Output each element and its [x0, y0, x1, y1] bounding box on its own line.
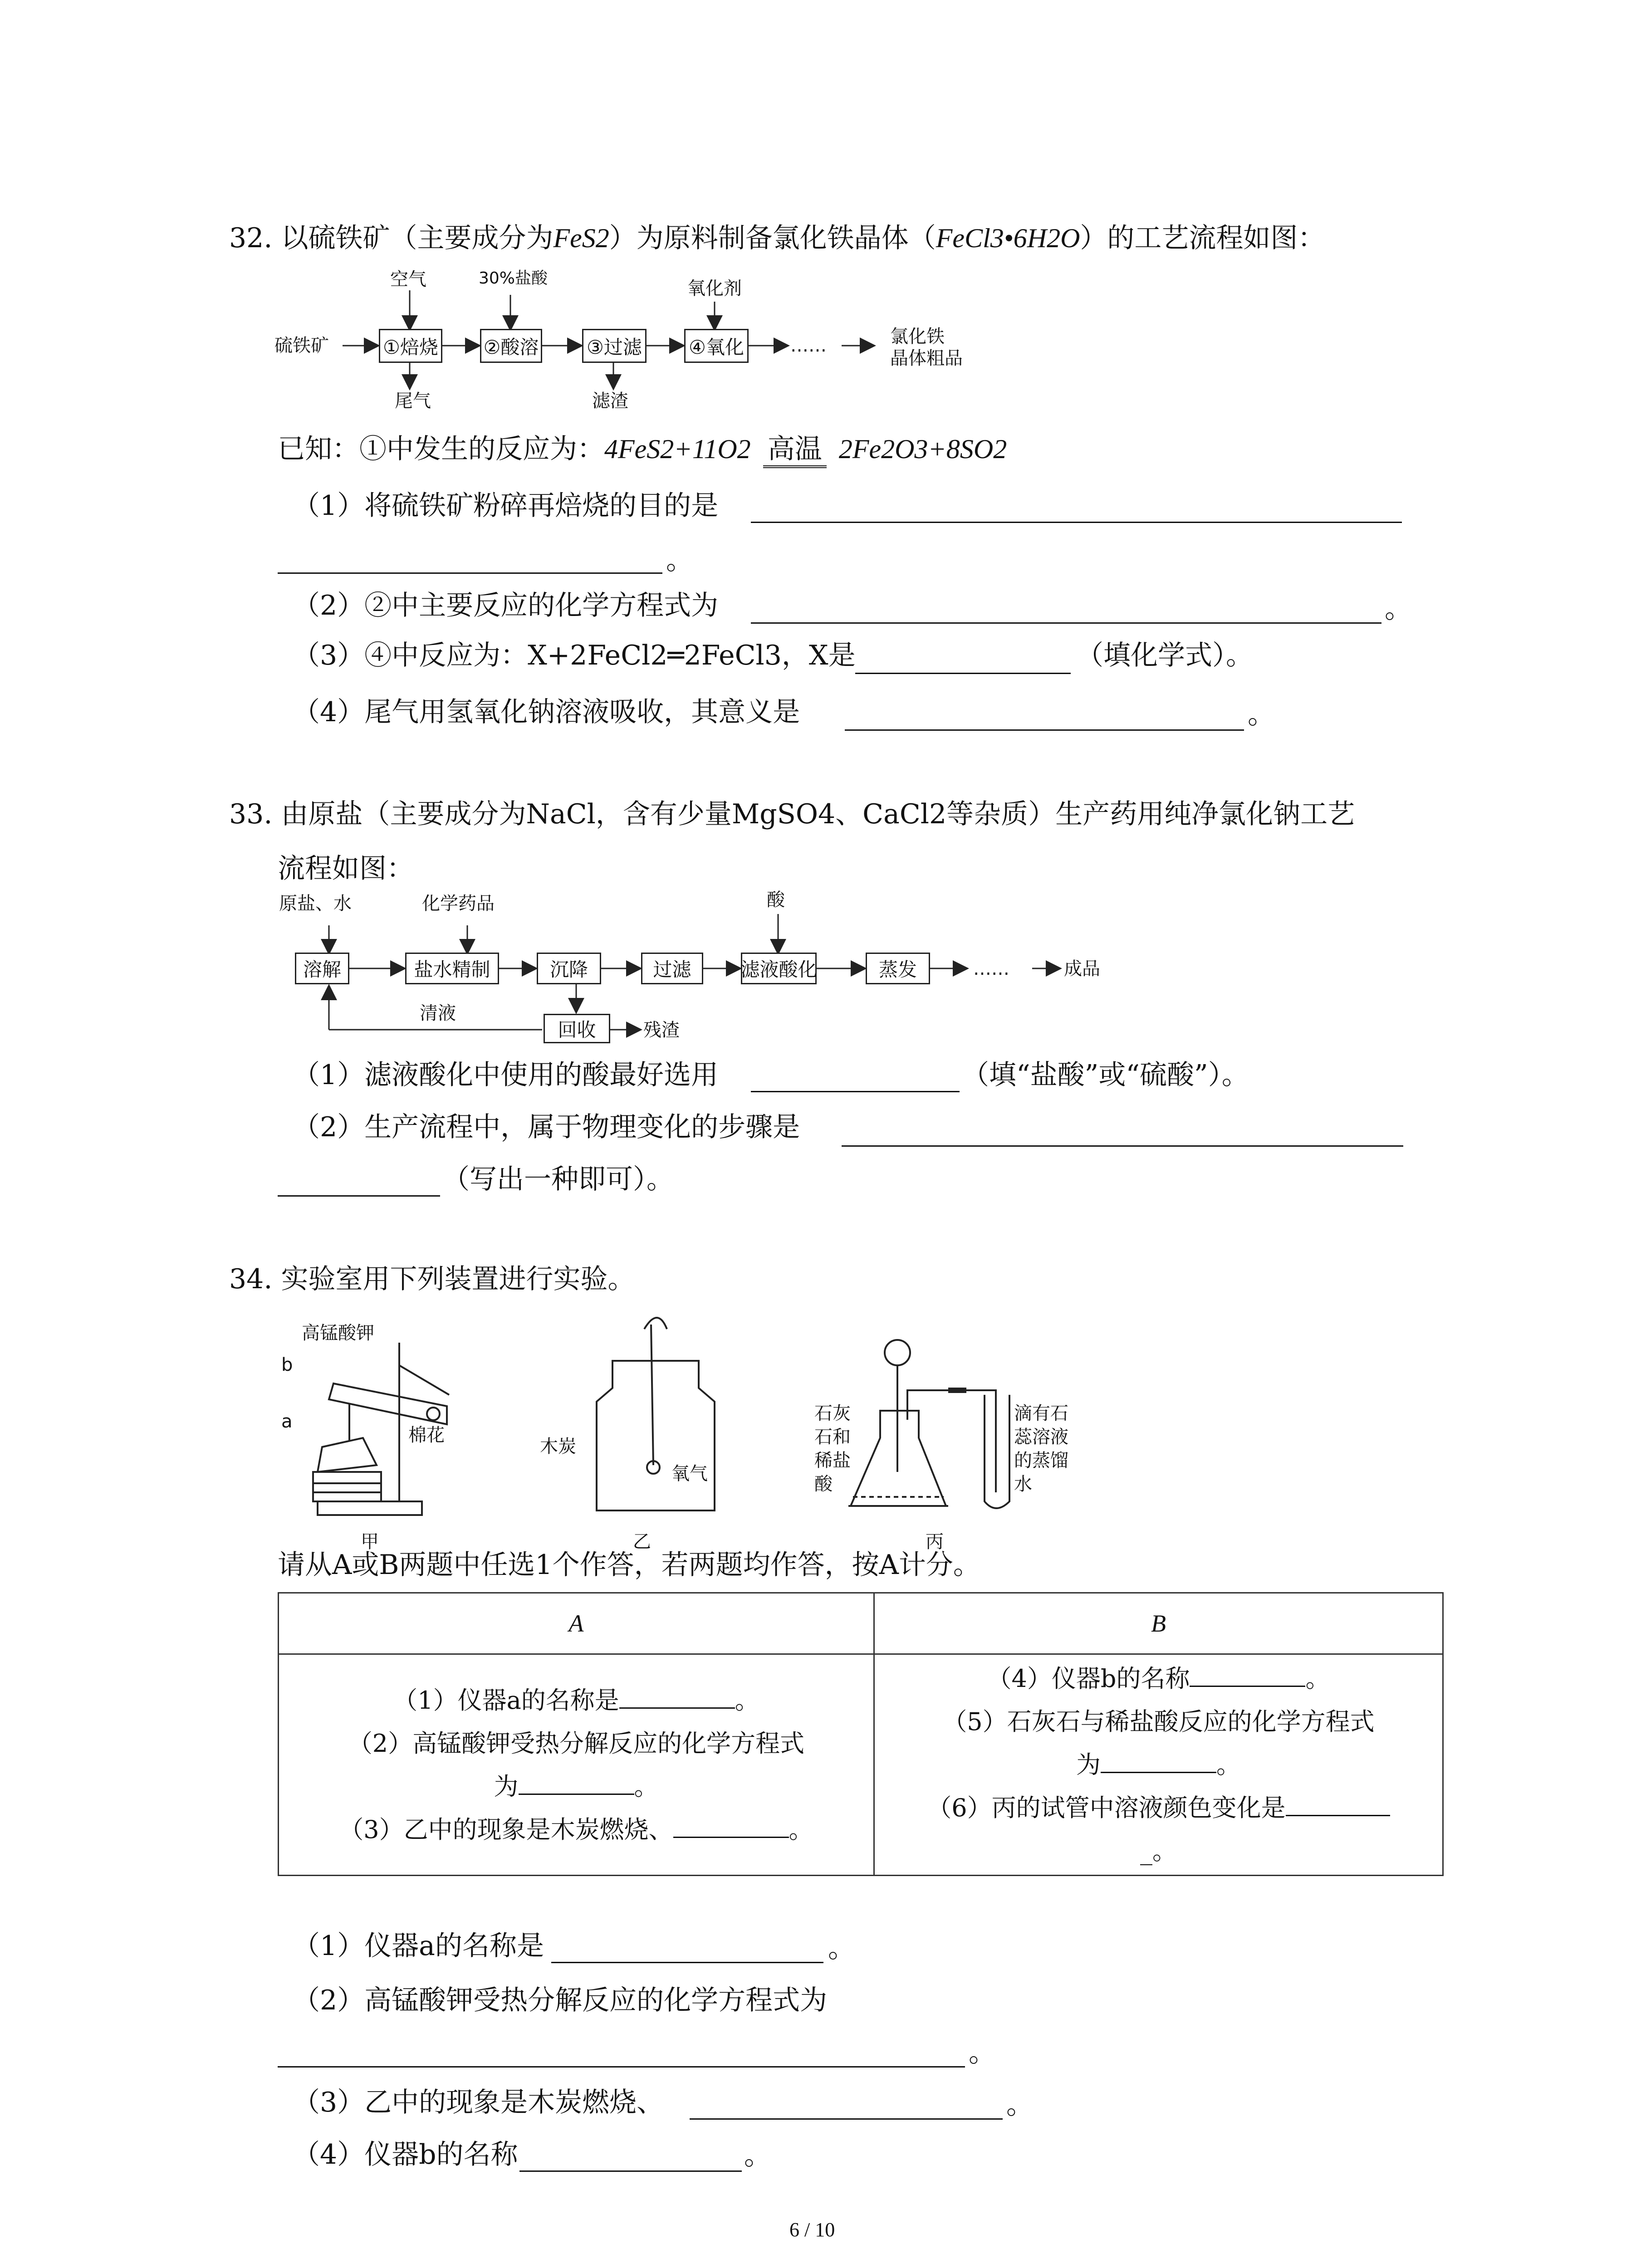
q33-input-chemicals: 化学药品 [422, 893, 495, 914]
q33-clear-liquid: 清液 [420, 1003, 456, 1024]
q34-b-blank4[interactable] [1190, 1663, 1305, 1687]
q34-yi-oxygen: 氧气 [671, 1463, 708, 1484]
q32-known-eq-left: 4FeS2+11O2 [604, 434, 751, 464]
q34-jia-caption: 甲 [361, 1531, 379, 1552]
q32-step-2: ②酸溶 [480, 329, 542, 363]
q33-part1: （1）滤液酸化中使用的酸最好选用 [293, 1059, 719, 1091]
q33-stem-b: 流程如图： [278, 853, 414, 885]
q32-known-label: 已知：①中发生的反应为： [278, 433, 604, 465]
q34-b-period5: 。 [1216, 1750, 1241, 1779]
q32-flow-start: 硫铁矿 [274, 335, 329, 356]
q34-bing-left-1: 石灰 [814, 1403, 851, 1424]
q34-jia-kmno4: 高锰酸钾 [302, 1323, 374, 1344]
q33-step-filter: 过滤 [641, 953, 703, 984]
q34-a-blank2[interactable] [519, 1771, 634, 1795]
q34-a-period1: 。 [735, 1686, 759, 1715]
q32-input-acid: 30%盐酸 [479, 269, 548, 288]
q32-step-4: ④氧化 [684, 329, 749, 363]
q32-flow-ellipsis: …… [790, 335, 827, 356]
q34-r4: （4）仪器b的名称 [293, 2139, 518, 2170]
q34-r1-blank[interactable] [551, 1962, 823, 1963]
q34-a-period2: 。 [634, 1772, 659, 1801]
q34-jia-cotton: 棉花 [408, 1425, 445, 1446]
q32-stem-b: ）为原料制备氯化铁晶体（ [609, 222, 936, 254]
q32-product-line2: 晶体粗品 [890, 348, 963, 369]
q32-output-residue: 滤渣 [592, 391, 628, 411]
q33-input-acid: 酸 [767, 890, 785, 910]
q34-choice-table [278, 1592, 1444, 1876]
q34-a-blank1[interactable] [619, 1685, 735, 1709]
q34-b-blank5[interactable] [1101, 1750, 1216, 1773]
q32-part3-end: （填化学式）。 [1076, 640, 1253, 671]
q34-r4-blank[interactable] [519, 2170, 742, 2172]
q32-step-1: ①焙烧 [379, 329, 442, 363]
q34-b-blank6[interactable] [1286, 1793, 1390, 1816]
q34-a-line2: （2）高锰酸钾受热分解反应的化学方程式 [348, 1729, 805, 1758]
q32-input-air: 空气 [390, 269, 426, 290]
q34-table-head-a: A [279, 1593, 874, 1654]
q34-jia-label-a: a [281, 1411, 293, 1432]
q34-bing-left-3: 稀盐 [814, 1450, 851, 1471]
q32-stem-formula1: FeS2 [553, 223, 609, 253]
q33-number: 33. [229, 798, 273, 830]
q34-b-line5: （5）石灰石与稀盐酸反应的化学方程式 [942, 1707, 1375, 1736]
q34-r4-end: 。 [744, 2140, 771, 2171]
q32-stem-c: ）的工艺流程如图： [1080, 222, 1325, 254]
q33-part2-end: （写出一种即可）。 [442, 1163, 674, 1195]
q34-table-cell-a [279, 1654, 874, 1876]
q34-b-line6: （6）丙的试管中溶液颜色变化是 [927, 1794, 1286, 1822]
q34-bing-left-2: 石和 [814, 1427, 851, 1447]
q34-choose-instruction: 请从A或B两题中任选1个作答，若两题均作答，按A计分。 [278, 1549, 980, 1581]
q32-part1: （1）将硫铁矿粉碎再焙烧的目的是 [293, 490, 719, 522]
q33-step-evaporate: 蒸发 [866, 953, 930, 984]
q34-stem: 实验室用下列装置进行实验。 [281, 1263, 635, 1295]
q34-table-head-b: B [874, 1593, 1443, 1654]
page-number: 6 / 10 [789, 2219, 835, 2241]
q32-part3: （3）④中反应为：X+2FeCl2═2FeCl3，X是 [293, 640, 856, 671]
q32-part1-end: 。 [666, 544, 693, 576]
q34-a-period3: 。 [789, 1815, 813, 1844]
q34-bing-right-3: 的蒸馏 [1014, 1450, 1068, 1471]
q32-product-line1: 氯化铁 [890, 326, 945, 347]
q34-r1-end: 。 [828, 1932, 855, 1964]
q34-bing-left-labels [814, 1402, 851, 1496]
q34-jia-label-b: b [281, 1354, 293, 1375]
q33-stem-a: 由原盐（主要成分为NaCl，含有少量MgSO4、CaCl2等杂质）生产药用纯净氯化钠工艺 [281, 798, 1355, 830]
q34-r2-end: 。 [969, 2037, 996, 2068]
q34-bing-right-1: 滴有石 [1014, 1403, 1068, 1424]
q32-known-condition: 高温 [763, 435, 827, 468]
q34-r1: （1）仪器a的名称是 [293, 1930, 544, 1962]
q32-known-eq-right: 2Fe2O3+8SO2 [838, 434, 1007, 464]
q34-b-line5b: 为 [1076, 1750, 1101, 1779]
q34-number: 34. [229, 1263, 273, 1295]
q34-r3-end: 。 [1006, 2089, 1034, 2121]
q33-step-acidify: 滤液酸化 [741, 953, 817, 984]
q32-output-tailgas: 尾气 [395, 391, 431, 411]
q34-bing-right-2: 蕊溶液 [1014, 1427, 1068, 1447]
q34-bing-right-labels [1014, 1402, 1068, 1496]
q34-bing-left-4: 酸 [814, 1474, 833, 1495]
q33-step-refine: 盐水精制 [405, 953, 499, 984]
q32-stem-a: 以硫铁矿（主要成分为 [281, 222, 554, 254]
q32-input-oxidant: 氧化剂 [687, 278, 742, 299]
q32-number: 32. [229, 222, 273, 254]
q33-residue: 残渣 [643, 1020, 680, 1041]
q34-yi-charcoal: 木炭 [540, 1436, 576, 1457]
q34-yi-caption: 乙 [633, 1531, 651, 1552]
q34-r3: （3）乙中的现象是木炭燃烧、 [293, 2087, 664, 2118]
q34-a-line3: （3）乙中的现象是木炭燃烧、 [339, 1815, 673, 1844]
q33-part2: （2）生产流程中，属于物理变化的步骤是 [293, 1111, 800, 1143]
q33-step-dissolve: 溶解 [295, 953, 349, 984]
q32-step-3: ③过滤 [582, 329, 647, 363]
q34-a-line1: （1）仪器a的名称是 [393, 1686, 619, 1715]
q32-part4: （4）尾气用氢氧化钠溶液吸收，其意义是 [293, 696, 800, 728]
q33-recycle-box: 回收 [544, 1014, 610, 1043]
q34-a-blank3[interactable] [673, 1814, 789, 1838]
q33-product: 成品 [1064, 958, 1100, 979]
q34-bing-caption: 丙 [926, 1531, 944, 1552]
q34-r2: （2）高锰酸钾受热分解反应的化学方程式为 [293, 1984, 828, 2016]
q34-b-tail: _。 [1140, 1837, 1177, 1865]
q32-part2-end: 。 [1385, 593, 1412, 625]
q34-table-cell-b [874, 1654, 1443, 1876]
q34-r2-blank[interactable] [278, 2066, 965, 2068]
q34-b-line4: （4）仪器b的名称 [987, 1664, 1190, 1693]
q34-b-period4: 。 [1305, 1664, 1330, 1693]
q34-r3-blank[interactable] [690, 2118, 1003, 2120]
q34-a-line2b: 为 [494, 1772, 519, 1801]
q33-flow-ellipsis: …… [973, 958, 1009, 979]
q32-part4-end: 。 [1248, 699, 1275, 730]
q32-stem-formula2: FeCl3•6H2O [936, 223, 1080, 253]
q33-input-salt-water: 原盐、水 [279, 893, 352, 914]
q34-bing-right-4: 水 [1014, 1474, 1032, 1495]
q33-step-settle: 沉降 [537, 953, 601, 984]
q32-part2: （2）②中主要反应的化学方程式为 [293, 590, 719, 621]
q33-part1-end: （填“盐酸”或“硫酸”）。 [962, 1059, 1249, 1091]
